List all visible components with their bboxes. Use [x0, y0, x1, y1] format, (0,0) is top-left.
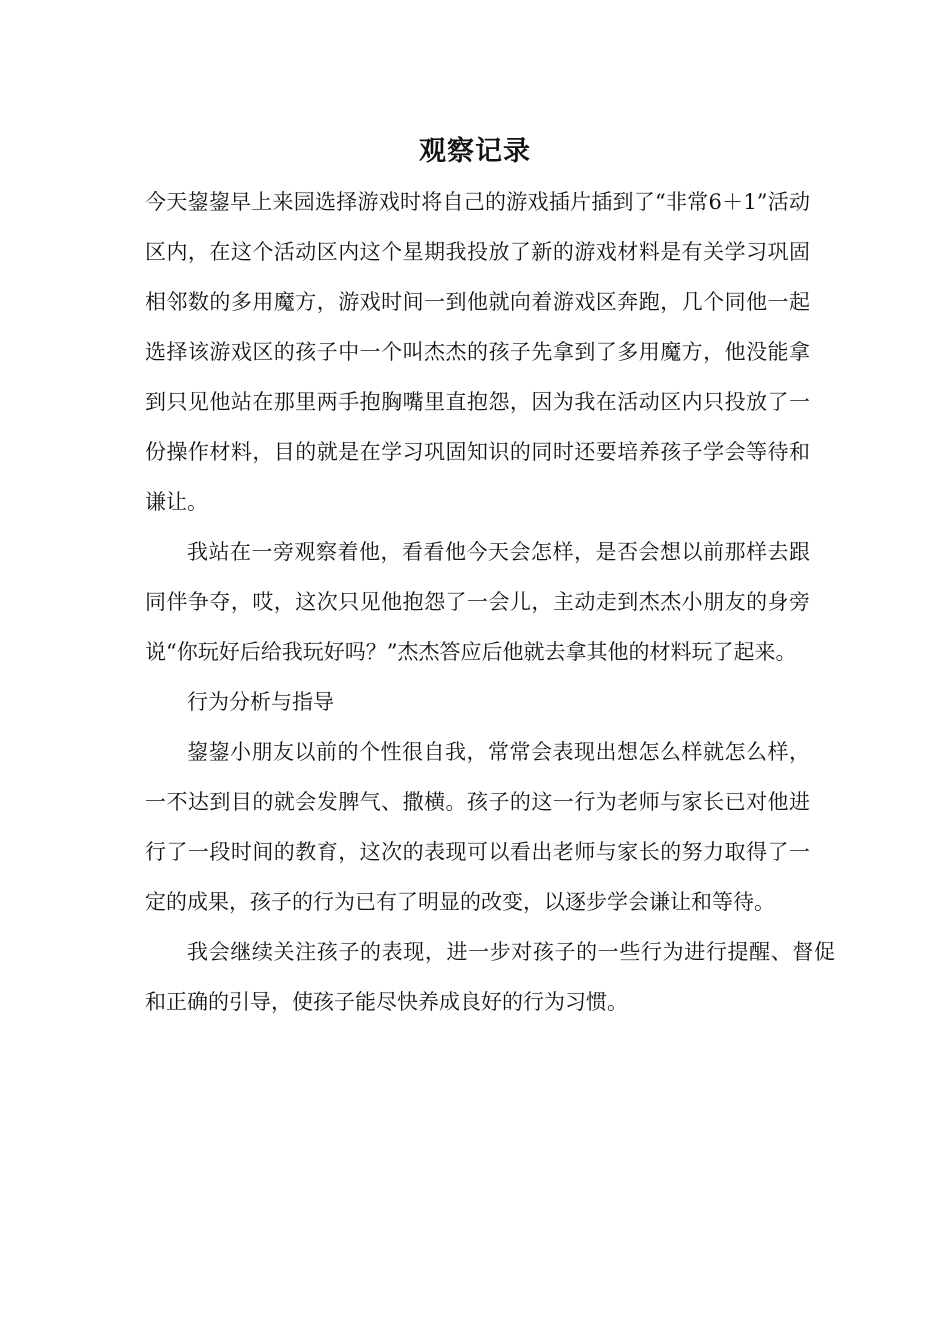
document-body: [145, 177, 835, 1027]
paragraph-analysis: 鋆鋆小朋友以前的个性很自我，常常会表现出想怎么样就怎么样，一不达到目的就会发脾气、撒横。孩子的这一行为老师与家长已对他进行了一段时间的教育，这次的表现可以看出老师与家长的努力取得了一定的成果，孩子的行为已有了明显的改变，以逐步学会谦让和等待。: [145, 740, 810, 914]
section-heading-analysis: 行为分析与指导: [187, 690, 334, 714]
document-title: 观察记录: [419, 136, 531, 167]
paragraph-observation: 今天鋆鋆早上来园选择游戏时将自己的游戏插片插到了“非常6＋1”活动区内，在这个活动区内这个星期我投放了新的游戏材料是有关学习巩固相邻数的多用魔方，游戏时间一到他就向着游戏区奔跑，几个同他一起选择该游戏区的孩子中一个叫杰杰的孩子先拿到了多用魔方，他没能拿到只见他站在那里两手抱胸嘴里直抱怨，因为我在活动区内只投放了一份操作材料，目的就是在学习巩固知识的同时还要培养孩子学会等待和谦让。: [145, 190, 810, 514]
paragraph-followup: 我站在一旁观察着他，看看他今天会怎样，是否会想以前那样去跟同伴争夺，哎，这次只见他抱怨了一会儿，主动走到杰杰小朋友的身旁说“你玩好后给我玩好吗？”杰杰答应后他就去拿其他的材料玩了起来。: [145, 540, 810, 664]
paragraph-plan: 我会继续关注孩子的表现，进一步对孩子的一些行为进行提醒、督促和正确的引导，使孩子能尽快养成良好的行为习惯。: [145, 940, 835, 1014]
